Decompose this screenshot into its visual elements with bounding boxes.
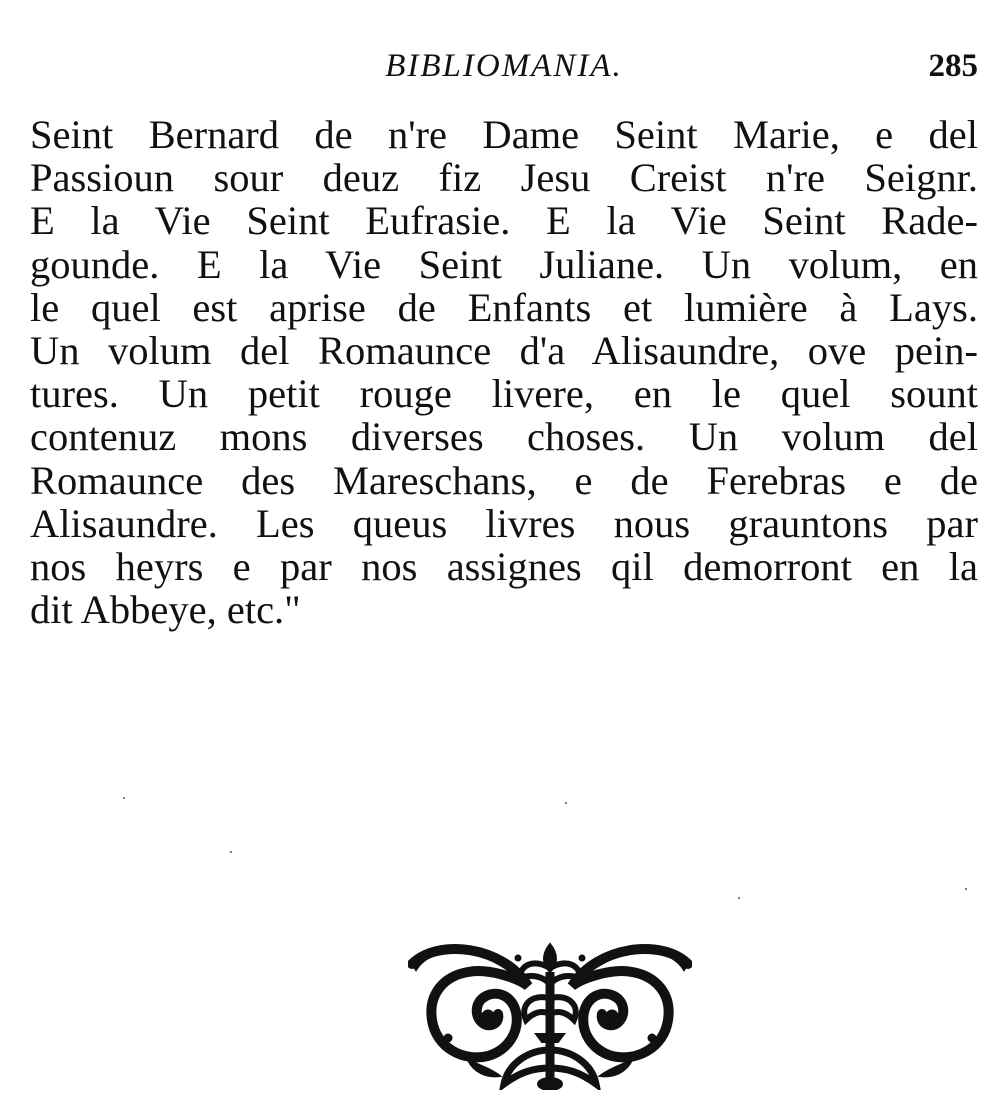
body-text [30, 113, 978, 631]
text-line: Passioun sour deuz fiz Jesu Creist n're Seignr. [30, 155, 978, 201]
text-line: tures. Un petit rouge livere, en le quel sount [30, 371, 978, 417]
text-line: Romaunce des Mareschans, e de Ferebras e de [30, 457, 978, 503]
print-speck [738, 897, 740, 899]
text-line: dit Abbeye, etc." [30, 587, 301, 633]
running-title: BIBLIOMANIA. [385, 48, 623, 84]
running-head [30, 48, 978, 88]
floral-tailpiece-icon [408, 938, 692, 1090]
text-line: gounde. E la Vie Seint Juliane. Un volum, en [30, 241, 978, 287]
text-line: Seint Bernard de n're Dame Seint Marie, e del [30, 112, 978, 157]
print-speck [123, 797, 125, 799]
print-speck [230, 851, 232, 853]
text-line: nos heyrs e par nos assignes qil demorront en la [30, 544, 978, 590]
text-line: Alisaundre. Les queus livres nous grauntons par [30, 500, 978, 546]
text-line: Un volum del Romaunce d'a Alisaundre, ove pein- [30, 328, 978, 374]
text-line: contenuz mons diverses choses. Un volum del [30, 414, 978, 460]
print-speck [965, 888, 967, 890]
print-speck [565, 802, 567, 804]
page-number: 285 [928, 48, 978, 84]
text-line: E la Vie Seint Eufrasie. E la Vie Seint Rade- [30, 198, 978, 244]
text-line: le quel est aprise de Enfants et lumière à Lays. [30, 284, 978, 330]
